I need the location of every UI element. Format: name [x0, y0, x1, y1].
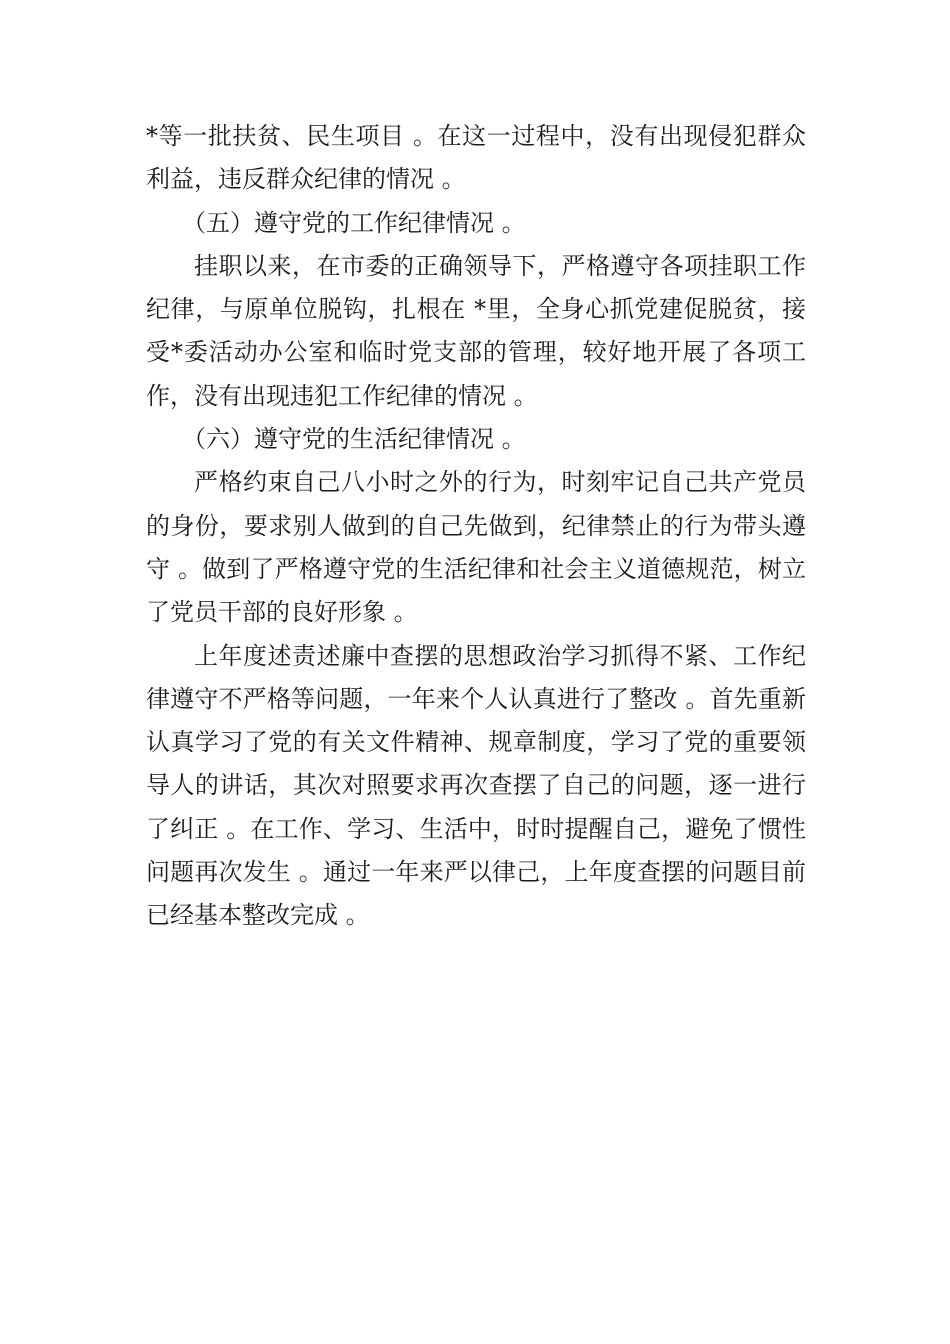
- paragraph-work-discipline: 挂职以来，在市委的正确领导下，严格遵守各项挂职工作纪律，与原单位脱钩，扎根在 *里，全身心抓党建促脱贫，接受*委活动办公室和临时党支部的管理，较好地开展了各项工作，没有出现违犯工作纪律的情况 。: [146, 251, 806, 410]
- document-body: [146, 115, 806, 938]
- section-heading-life-discipline: （六）遵守党的生活纪律情况 。: [182, 425, 526, 454]
- paragraph-rectification: 上年度述责述廉中查摆的思想政治学习抓得不紧、工作纪律遵守不严格等问题，一年来个人认真进行了整改 。首先重新认真学习了党的有关文件精神、规章制度，学习了党的重要领导人的讲话，其次对照要求再次查摆了自己的问题，逐一进行了纠正 。在工作、学习、生活中，时时提醒自己，避免了惯性问题再次发生 。通过一年来严以律己，上年度查摆的问题目前已经基本整改完成 。: [146, 641, 806, 930]
- paragraph-life-discipline: 严格约束自己八小时之外的行为，时刻牢记自己共产党员的身份，要求别人做到的自己先做到，纪律禁止的行为带头遵守 。做到了严格遵守党的生活纪律和社会主义道德规范，树立了党员干部的良好形象 。: [146, 468, 806, 627]
- section-heading-work-discipline: （五）遵守党的工作纪律情况 。: [182, 208, 526, 237]
- paragraph-continuation: *等一批扶贫、民生项目 。在这一过程中，没有出现侵犯群众利益，违反群众纪律的情况 。: [146, 122, 806, 194]
